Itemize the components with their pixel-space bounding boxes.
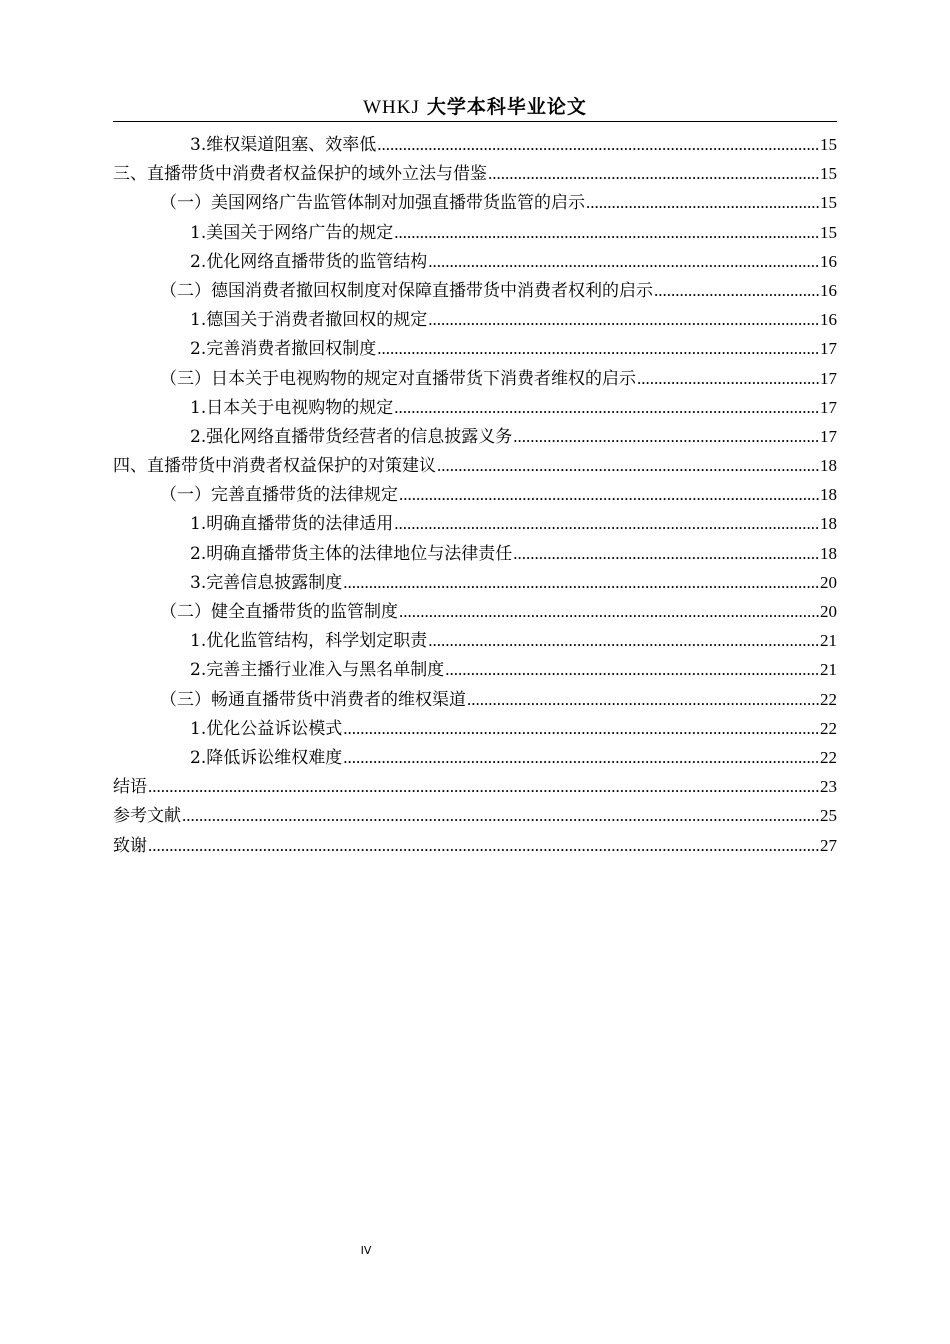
toc-entry-page: 15 bbox=[820, 135, 837, 154]
toc-entry-title: 1.优化公益诉讼模式 bbox=[190, 718, 343, 739]
toc-leader-dots bbox=[428, 247, 819, 276]
toc-leader-dots bbox=[377, 130, 819, 159]
toc-entry-title: 3.完善信息披露制度 bbox=[190, 572, 343, 593]
toc-entry[interactable] bbox=[113, 451, 837, 480]
toc-leader-dots bbox=[513, 539, 819, 568]
toc-entry-title: 1.美国关于网络广告的规定 bbox=[190, 222, 394, 243]
toc-leader-dots bbox=[148, 831, 819, 860]
toc-leader-dots bbox=[637, 364, 819, 393]
toc-entry-title: 四、直播带货中消费者权益保护的对策建议 bbox=[113, 456, 436, 477]
toc-entry-page: 20 bbox=[820, 572, 837, 592]
toc-entry-page: 17 bbox=[820, 368, 837, 388]
toc-entry-page: 17 bbox=[820, 339, 837, 359]
toc-entry-page: 25 bbox=[820, 806, 837, 826]
toc-entry-page: 21 bbox=[820, 660, 837, 680]
toc-entry-page: 15 bbox=[820, 193, 837, 213]
toc-entry[interactable] bbox=[113, 480, 837, 509]
toc-entry-title: 参考文献 bbox=[113, 806, 181, 827]
toc-entry-title: 2.完善消费者撤回权制度 bbox=[190, 339, 377, 360]
toc-entry[interactable] bbox=[113, 247, 837, 276]
toc-leader-dots bbox=[445, 655, 819, 684]
toc-entry-title: （二）德国消费者撤回权制度对保障直播带货中消费者权利的启示 bbox=[160, 280, 653, 301]
toc-leader-dots bbox=[343, 714, 819, 743]
toc-entry-page: 16 bbox=[820, 280, 837, 300]
toc-entry[interactable] bbox=[113, 685, 837, 714]
toc-entry[interactable] bbox=[113, 509, 837, 538]
toc-entry-title: 致谢 bbox=[113, 835, 147, 856]
toc-leader-dots bbox=[182, 801, 819, 830]
toc-entry[interactable] bbox=[113, 364, 837, 393]
page-number: IV bbox=[360, 1244, 372, 1257]
toc-entry-title: 2.完善主播行业准入与黑名单制度 bbox=[190, 660, 445, 681]
toc-entry-page: 22 bbox=[820, 718, 837, 738]
toc-entry-title: 2.优化网络直播带货的监管结构 bbox=[190, 251, 428, 272]
toc-entry-page: 16 bbox=[820, 251, 837, 271]
toc-leader-dots bbox=[428, 305, 819, 334]
toc-entry[interactable] bbox=[113, 597, 837, 626]
toc-entry[interactable] bbox=[113, 393, 837, 422]
toc-entry[interactable] bbox=[113, 568, 837, 597]
toc-entry-title: 1.优化监管结构，科学划定职责 bbox=[190, 631, 428, 652]
toc-entry-title: 3.维权渠道阻塞、效率低 bbox=[190, 135, 377, 155]
toc-entry-page: 15 bbox=[820, 164, 837, 184]
toc-leader-dots bbox=[394, 218, 819, 247]
header-latin: WHKJ bbox=[363, 97, 420, 118]
toc-leader-dots bbox=[394, 393, 819, 422]
toc-entry-title: （一）完善直播带货的法律规定 bbox=[160, 485, 398, 506]
toc-entry[interactable] bbox=[113, 831, 837, 860]
toc-entry-page: 18 bbox=[820, 456, 837, 476]
toc-entry[interactable] bbox=[113, 539, 837, 568]
toc-entry[interactable] bbox=[113, 772, 837, 801]
toc-leader-dots bbox=[343, 568, 819, 597]
toc-leader-dots bbox=[148, 772, 819, 801]
toc-entry-title: 2.强化网络直播带货经营者的信息披露义务 bbox=[190, 426, 513, 447]
toc-leader-dots bbox=[467, 685, 819, 714]
toc-entry-page: 17 bbox=[820, 397, 837, 417]
toc-entry[interactable] bbox=[113, 714, 837, 743]
toc-entry-title: 2.明确直播带货主体的法律地位与法律责任 bbox=[190, 543, 513, 564]
toc-entry-title: （三）日本关于电视购物的规定对直播带货下消费者维权的启示 bbox=[160, 368, 636, 389]
toc-entry-page: 18 bbox=[820, 543, 837, 563]
toc-entry[interactable] bbox=[113, 801, 837, 830]
page-header bbox=[113, 93, 837, 122]
toc-leader-dots bbox=[343, 743, 819, 772]
toc-entry-title: （一）美国网络广告监管体制对加强直播带货监管的启示 bbox=[160, 193, 585, 214]
toc-entry-title: （二）健全直播带货的监管制度 bbox=[160, 602, 398, 622]
toc-leader-dots bbox=[437, 451, 819, 480]
toc-leader-dots bbox=[394, 509, 819, 538]
toc-entry[interactable] bbox=[113, 743, 837, 772]
toc-leader-dots bbox=[399, 480, 819, 509]
toc-entry-title: 1.德国关于消费者撤回权的规定 bbox=[190, 310, 428, 331]
toc-entry[interactable] bbox=[113, 422, 837, 451]
toc-entry[interactable] bbox=[113, 218, 837, 247]
toc-entry-page: 23 bbox=[820, 777, 837, 797]
toc-entry-page: 15 bbox=[820, 222, 837, 242]
toc-entry[interactable] bbox=[113, 276, 837, 305]
toc-entry-page: 18 bbox=[820, 514, 837, 534]
toc-entry[interactable] bbox=[113, 305, 837, 334]
toc-leader-dots bbox=[377, 334, 819, 363]
toc-entry[interactable] bbox=[113, 130, 837, 159]
table-of-contents bbox=[113, 130, 837, 860]
toc-entry-title: 1.日本关于电视购物的规定 bbox=[190, 397, 394, 418]
toc-entry-title: 结语 bbox=[113, 777, 147, 798]
toc-entry-page: 21 bbox=[820, 631, 837, 651]
toc-entry-page: 18 bbox=[820, 485, 837, 505]
toc-entry[interactable] bbox=[113, 655, 837, 684]
toc-entry[interactable] bbox=[113, 159, 837, 188]
toc-entry-title: （三）畅通直播带货中消费者的维权渠道 bbox=[160, 689, 466, 710]
toc-leader-dots bbox=[428, 626, 819, 655]
toc-entry-title: 2.降低诉讼维权难度 bbox=[190, 747, 343, 768]
toc-entry-title: 三、直播带货中消费者权益保护的域外立法与借鉴 bbox=[113, 164, 487, 185]
toc-leader-dots bbox=[513, 422, 819, 451]
toc-leader-dots bbox=[488, 159, 819, 188]
toc-entry-page: 17 bbox=[820, 426, 837, 446]
toc-entry-page: 16 bbox=[820, 310, 837, 330]
toc-entry-title: 1.明确直播带货的法律适用 bbox=[190, 514, 394, 535]
toc-entry-page: 20 bbox=[820, 602, 837, 621]
toc-entry-page: 22 bbox=[820, 689, 837, 709]
toc-entry-page: 27 bbox=[820, 835, 837, 855]
header-title: 大学本科毕业论文 bbox=[426, 96, 587, 118]
toc-leader-dots bbox=[654, 276, 819, 305]
toc-leader-dots bbox=[586, 188, 819, 217]
toc-entry[interactable] bbox=[113, 188, 837, 217]
toc-entry[interactable] bbox=[113, 334, 837, 363]
toc-leader-dots bbox=[399, 597, 819, 626]
toc-entry[interactable] bbox=[113, 626, 837, 655]
toc-entry-page: 22 bbox=[820, 747, 837, 767]
